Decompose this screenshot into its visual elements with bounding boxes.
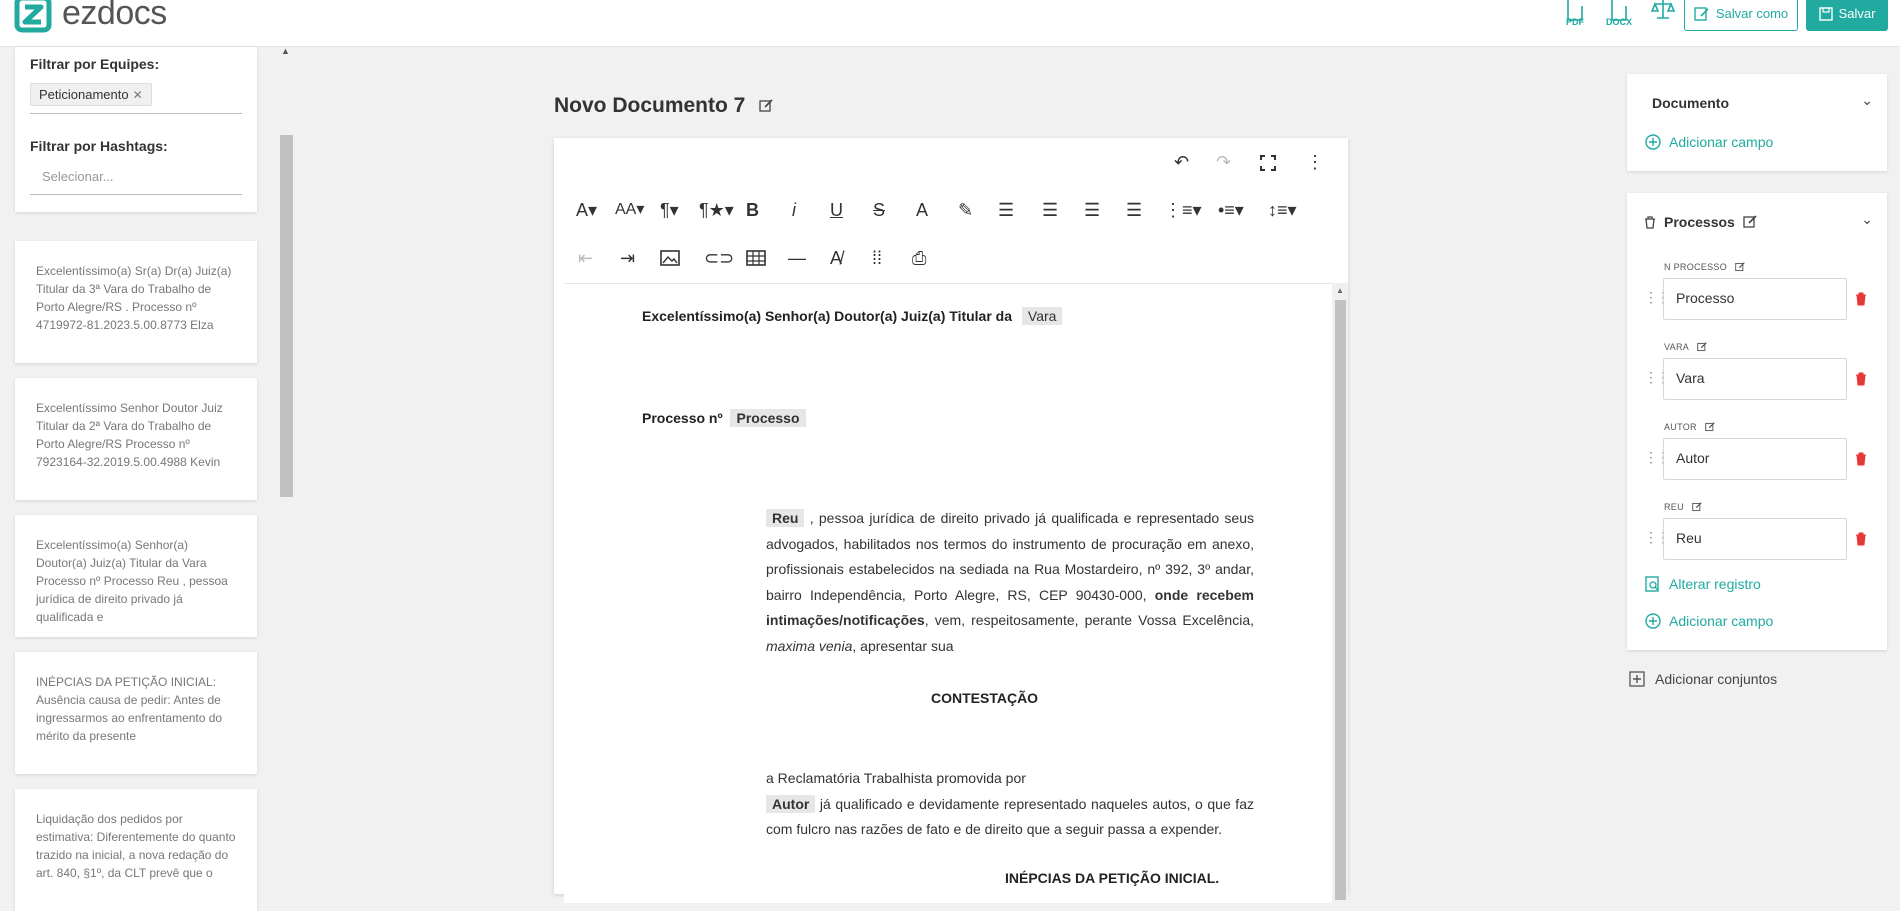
- align-justify-icon[interactable]: ☰: [1126, 200, 1143, 220]
- save-icon: [1819, 7, 1833, 21]
- insert-link-icon[interactable]: ⊂⊃: [704, 248, 735, 268]
- field-label-text: AUTOR: [1664, 422, 1697, 432]
- editor-scroll-up-icon[interactable]: ▲: [1336, 286, 1344, 295]
- text-color-icon[interactable]: A: [916, 200, 929, 220]
- documento-card: [1627, 74, 1887, 171]
- heading-line: [642, 308, 1062, 324]
- edit-document-icon: [1694, 6, 1710, 22]
- highlight-icon[interactable]: ✎: [958, 200, 974, 220]
- drag-handle-icon[interactable]: ⋮⋮: [1644, 369, 1668, 385]
- select-all-icon[interactable]: ⁞⁞: [872, 248, 883, 268]
- field-label-reu: [1664, 502, 1702, 512]
- change-record-label: Alterar registro: [1669, 576, 1761, 592]
- editor-content[interactable]: [564, 283, 1338, 903]
- teams-filter-label: Filtrar por Equipes:: [30, 56, 160, 72]
- editor-scroll-thumb[interactable]: [1335, 300, 1346, 900]
- delete-icon[interactable]: [1855, 532, 1867, 546]
- ezdocs-logo-icon: [14, 0, 52, 33]
- para1-italic: maxima venia: [766, 637, 853, 654]
- pdf-label: PDF: [1566, 17, 1584, 27]
- drag-handle-icon[interactable]: ⋮⋮: [1644, 529, 1668, 545]
- contestacao-heading: CONTESTAÇÃO: [931, 690, 1039, 706]
- line-height-icon[interactable]: ↕≡▾: [1268, 200, 1297, 220]
- field-label-text: VARA: [1664, 342, 1690, 352]
- field-placeholder-reu[interactable]: Reu: [766, 509, 804, 527]
- undo-icon[interactable]: ↶: [1174, 152, 1190, 172]
- edit-icon[interactable]: [1735, 262, 1745, 272]
- scroll-up-arrow-icon[interactable]: ▲: [281, 46, 290, 56]
- add-field-button[interactable]: [1645, 613, 1773, 629]
- list-item[interactable]: [15, 652, 257, 774]
- reu-input[interactable]: Reu: [1663, 518, 1847, 560]
- para1-text-a: , pessoa jurídica de direito privado já qualificada e representado seus advogados, habilitados nos termos do instrumento de procuração em anexo, profissionais estabelecidos na sediada na Rua Mostardeiro, nº 392, 3º andar, bairro Independência, Porto Alegre, RS, CEP 90430-000,: [766, 510, 1254, 603]
- trash-icon[interactable]: [1644, 216, 1656, 229]
- document-editor: [554, 138, 1348, 894]
- sidebar-scroll-thumb[interactable]: [280, 135, 293, 497]
- document-title: Novo Documento 7: [554, 94, 746, 117]
- documento-header: Documento: [1652, 95, 1729, 111]
- add-field-label: Adicionar campo: [1669, 134, 1774, 150]
- save-as-label: Salvar como: [1715, 6, 1789, 21]
- add-sets-button[interactable]: [1629, 671, 1777, 687]
- outdent-icon[interactable]: ⇤: [578, 248, 594, 268]
- top-bar: [0, 0, 1900, 47]
- list-item-text: Excelentíssimo(a) Senhor(a) Doutor(a) Juiz(a) Titular da Vara Processo nº Processo Reu , pessoa jurídica de direito privado já qualificada e: [36, 538, 228, 624]
- more-options-icon[interactable]: ⋮: [1306, 152, 1324, 172]
- delete-icon[interactable]: [1855, 372, 1867, 386]
- delete-icon[interactable]: [1855, 452, 1867, 466]
- field-label-n-processo: [1664, 262, 1745, 272]
- ordered-list-icon[interactable]: ⋮≡▾: [1164, 200, 1202, 220]
- hashtags-filter-label: Filtrar por Hashtags:: [30, 138, 168, 154]
- italic-icon[interactable]: i: [792, 200, 796, 220]
- list-item-text: INÉPCIAS DA PETIÇÃO INICIAL: Ausência causa de pedir: Antes de ingressarmos ao enfrentamento do mérito da presente: [36, 675, 223, 743]
- para1-bold: onde recebem intimações/notificações: [766, 586, 1254, 629]
- chevron-down-icon[interactable]: ⌄: [1861, 92, 1873, 108]
- processo-line: [642, 410, 806, 426]
- edit-icon[interactable]: [1692, 502, 1702, 512]
- unordered-list-icon[interactable]: •≡▾: [1218, 200, 1244, 220]
- edit-title-icon[interactable]: [759, 99, 773, 113]
- logo[interactable]: [14, 0, 167, 33]
- edit-icon[interactable]: [1697, 342, 1707, 352]
- delete-icon[interactable]: [1855, 292, 1867, 306]
- add-field-label: Adicionar campo: [1669, 613, 1774, 629]
- bold-icon[interactable]: B: [746, 200, 759, 220]
- processos-card: [1627, 193, 1887, 650]
- heading-text: Excelentíssimo(a) Senhor(a) Doutor(a) Juiz(a) Titular da: [642, 308, 1013, 324]
- underline-icon[interactable]: U: [830, 200, 843, 220]
- save-label: Salvar: [1838, 6, 1876, 21]
- paragraph-autor: [766, 766, 1254, 843]
- paragraph-reu: [766, 506, 1254, 660]
- field-label-text: N PROCESSO: [1664, 262, 1728, 272]
- export-docx-button[interactable]: [1604, 0, 1634, 30]
- team-tag[interactable]: [30, 83, 152, 106]
- redo-icon[interactable]: ↷: [1216, 152, 1232, 172]
- field-label-autor: [1664, 422, 1715, 432]
- app-name: ezdocs: [62, 0, 167, 32]
- plus-square-icon: [1629, 671, 1645, 687]
- field-placeholder-autor[interactable]: Autor: [766, 795, 815, 813]
- scale-button[interactable]: [1648, 0, 1678, 28]
- align-left-icon[interactable]: ☰: [998, 200, 1015, 220]
- insert-table-icon[interactable]: [746, 250, 766, 266]
- teams-select-underline: [30, 113, 242, 114]
- remove-tag-icon[interactable]: ✕: [132, 88, 143, 102]
- font-size-icon[interactable]: AA▾: [615, 201, 645, 218]
- docx-label: DOCX: [1605, 17, 1632, 27]
- clear-formatting-icon[interactable]: A̸: [830, 248, 843, 268]
- edit-icon[interactable]: [1705, 422, 1715, 432]
- strikethrough-icon[interactable]: S: [873, 200, 886, 220]
- document-title-row: [554, 94, 773, 118]
- horizontal-line-icon[interactable]: —: [788, 248, 806, 268]
- export-pdf-button[interactable]: [1560, 0, 1590, 30]
- change-record-button[interactable]: [1645, 576, 1761, 592]
- save-as-button[interactable]: [1684, 0, 1798, 31]
- para2-text: já qualificado e devidamente representado naqueles autos, o que faz com fulcro nas razões de fato e de direito que a seguir passa a expender.: [766, 795, 1254, 838]
- team-tag-label: Peticionamento: [39, 87, 129, 102]
- field-label-vara: [1664, 342, 1707, 352]
- hashtags-select-underline: [30, 194, 242, 195]
- list-item-text: Excelentíssimo Senhor Doutor Juiz Titular da 2ª Vara do Trabalho de Porto Alegre/RS Processo nº 7923164-32.2019.5.00.4988 Kevin: [36, 401, 223, 469]
- para1-text-b: , vem, respeitosamente, perante Vossa Excelência,: [924, 612, 1254, 629]
- list-item[interactable]: [15, 789, 257, 911]
- processo-label: Processo nº: [642, 410, 723, 426]
- autor-input[interactable]: Autor: [1663, 438, 1847, 480]
- font-family-icon[interactable]: A▾: [576, 200, 598, 220]
- paragraph-style-icon[interactable]: ¶★▾: [699, 200, 734, 220]
- paragraph-format-icon[interactable]: ¶▾: [660, 200, 679, 220]
- list-item[interactable]: [15, 378, 257, 500]
- save-button[interactable]: [1806, 0, 1888, 31]
- field-label-text: REU: [1664, 502, 1684, 512]
- print-icon[interactable]: ⎙: [912, 248, 927, 268]
- drag-handle-icon[interactable]: ⋮⋮: [1644, 289, 1668, 305]
- plus-circle-icon: [1645, 613, 1661, 629]
- indent-icon[interactable]: ⇥: [620, 248, 636, 268]
- list-item-text: Liquidação dos pedidos por estimativa: Diferentemente do quanto trazido na inicial, a nova redação do art. 840, §1º, da CLT prevê que o: [36, 812, 236, 880]
- align-center-icon[interactable]: ☰: [1042, 200, 1059, 220]
- n-processo-input[interactable]: Processo: [1663, 278, 1847, 320]
- ineptias-heading: INÉPCIAS DA PETIÇÃO INICIAL.: [1005, 870, 1220, 886]
- processos-header: Processos: [1664, 214, 1735, 230]
- field-placeholder-processo[interactable]: Processo: [730, 409, 805, 427]
- search-document-icon: [1645, 576, 1661, 592]
- list-item[interactable]: [15, 241, 257, 363]
- add-field-button[interactable]: [1645, 134, 1773, 150]
- list-item-text: Excelentíssimo(a) Sr(a) Dr(a) Juiz(a) Titular da 3ª Vara do Trabalho de Porto Alegre/RS . Processo nº 4719972-81.2023.5.00.8773 Elza: [36, 264, 232, 332]
- list-item[interactable]: [15, 515, 257, 637]
- fullscreen-icon[interactable]: [1260, 155, 1276, 171]
- hashtags-select[interactable]: Selecionar...: [42, 169, 114, 184]
- filter-panel: [15, 47, 257, 212]
- add-sets-label: Adicionar conjuntos: [1655, 671, 1778, 687]
- para1-text-c: , apresentar sua: [852, 637, 954, 654]
- align-right-icon[interactable]: ☰: [1084, 200, 1101, 220]
- plus-circle-icon: [1645, 134, 1661, 150]
- insert-image-icon[interactable]: [660, 250, 680, 266]
- vara-input[interactable]: Vara: [1663, 358, 1847, 400]
- scale-icon: [1651, 0, 1675, 22]
- drag-handle-icon[interactable]: ⋮⋮: [1644, 449, 1668, 465]
- chevron-down-icon[interactable]: ⌄: [1861, 211, 1873, 227]
- field-placeholder-vara[interactable]: Vara: [1022, 307, 1063, 325]
- reclamatoria-text: a Reclamatória Trabalhista promovida por: [766, 770, 1026, 786]
- edit-icon[interactable]: [1743, 215, 1757, 229]
